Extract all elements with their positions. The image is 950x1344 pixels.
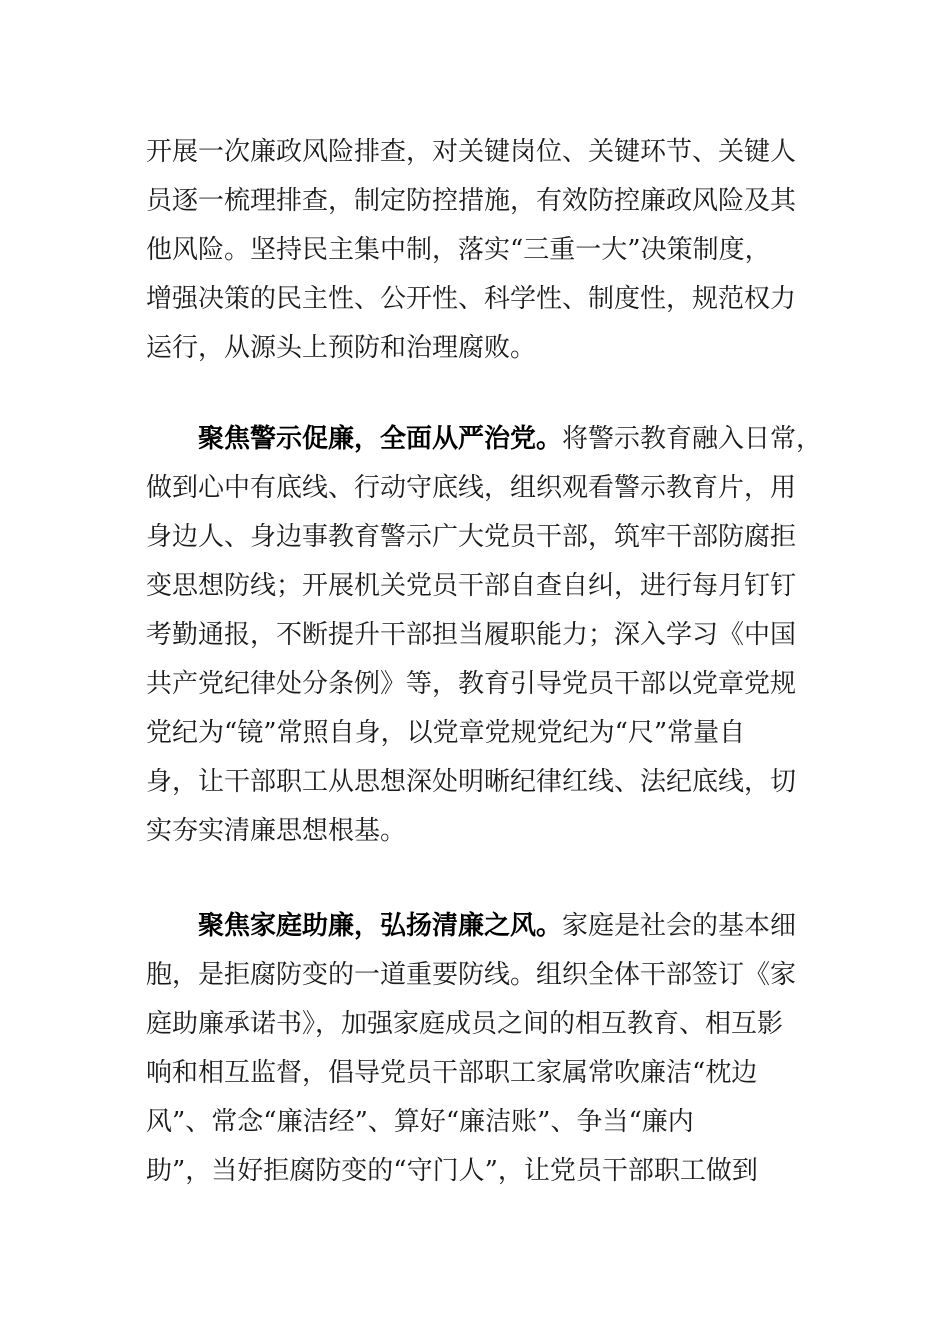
paragraph-line: 身边人、身边事教育警示广大党员干部，筑牢干部防腐拒 <box>146 522 797 552</box>
paragraph-family-integrity <box>146 902 806 1196</box>
paragraph-line: 庭助廉承诺书》，加强家庭成员之间的相互教育、相互影 <box>146 1009 784 1039</box>
paragraph-heading-rest: 家庭是社会的基本细 <box>562 911 797 941</box>
paragraph-warning-education <box>146 415 823 856</box>
paragraph-first-line <box>146 902 806 951</box>
paragraph-line: 胞，是拒腐防变的一道重要防线。组织全体干部签订《家 <box>146 960 797 990</box>
paragraph-first-line <box>146 415 823 464</box>
paragraph-line: 响和相互监督，倡导党员干部职工家属常吹廉洁“枕边 <box>146 1058 758 1088</box>
paragraph-risk-control <box>146 128 806 373</box>
paragraph-line: 实夯实清廉思想根基。 <box>146 816 407 846</box>
paragraph-line: 运行，从源头上预防和治理腐败。 <box>146 333 537 363</box>
paragraph-line: 开展一次廉政风险排查，对关键岗位、关键环节、关键人 <box>146 137 797 167</box>
paragraph-line: 变思想防线；开展机关党员干部自查自纠，进行每月钉钉 <box>146 571 797 601</box>
paragraph-line: 身，让干部职工从思想深处明晰纪律红线、法纪底线，切 <box>146 767 797 797</box>
paragraph-line: 做到心中有底线、行动守底线，组织观看警示教育片，用 <box>146 473 797 503</box>
paragraph-heading-rest: 将警示教育融入日常， <box>562 424 823 454</box>
paragraph-line: 员逐一梳理排查，制定防控措施，有效防控廉政风险及其 <box>146 186 797 216</box>
paragraph-line: 考勤通报，不断提升干部担当履职能力；深入学习《中国 <box>146 620 797 650</box>
paragraph-line: 党纪为“镜”常照自身，以党章党规党纪为“尺”常量自 <box>146 718 746 748</box>
paragraph-heading: 聚焦家庭助廉，弘扬清廉之风。 <box>198 911 563 941</box>
paragraph-line: 风”、常念“廉洁经”、算好“廉洁账”、争当“廉内 <box>146 1107 694 1137</box>
paragraph-line: 增强决策的民主性、公开性、科学性、制度性，规范权力 <box>146 284 797 314</box>
paragraph-line: 他风险。坚持民主集中制，落实“三重一大”决策制度， <box>146 235 771 265</box>
paragraph-heading: 聚焦警示促廉，全面从严治党。 <box>198 424 563 454</box>
paragraph-line: 助”，当好拒腐防变的“守门人”，让党员干部职工做到 <box>146 1156 758 1186</box>
paragraph-line: 共产党纪律处分条例》等，教育引导党员干部以党章党规 <box>146 669 797 699</box>
